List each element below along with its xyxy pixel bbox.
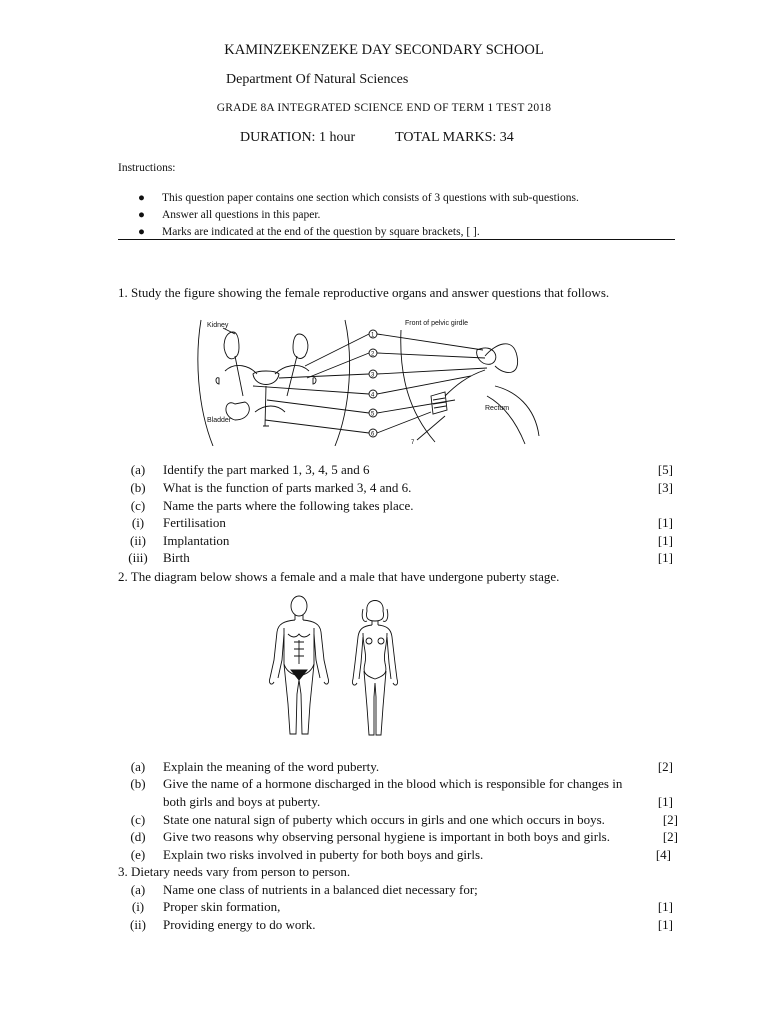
- q2-item: (a) Explain the meaning of the word puberty. [2]: [130, 759, 673, 774]
- ovaries: [216, 378, 316, 384]
- female-chest-right: [378, 638, 384, 644]
- female-head: [366, 601, 383, 622]
- bullet-icon: ●: [138, 192, 145, 204]
- marks: [1]: [657, 794, 673, 809]
- marks: [4]: [655, 847, 671, 862]
- test-title: GRADE 8A INTEGRATED SCIENCE END OF TERM 1 TEST 2018: [216, 102, 552, 114]
- male-abdomen: [294, 640, 304, 664]
- figure-label-bladder: Bladder: [207, 417, 232, 424]
- q3-item: (ii) Providing energy to do work. [1]: [130, 917, 673, 932]
- left-kidney: [224, 332, 239, 359]
- instruction-item: ● This question paper contains one section which consists of 3 questions with sub-questions.: [138, 190, 579, 207]
- male-figure: [266, 594, 332, 742]
- bullet-icon: ●: [138, 209, 145, 221]
- figure-label-6: 6: [371, 431, 375, 438]
- q1-item: (a) Identify the part marked 1, 3, 4, 5 and 6 [5]: [130, 462, 673, 477]
- figure-label-front-pelvic-girdle: Front of pelvic girdle: [405, 320, 469, 327]
- marks: [2]: [662, 812, 678, 827]
- question-2-stem: 2. The diagram below shows a female and a male that have undergone puberty stage.: [118, 569, 560, 584]
- male-chest: [288, 634, 310, 637]
- q2-item: (d) Give two reasons why observing personal hygiene is important in both boys and girls. [2]: [130, 829, 678, 844]
- marks: [2]: [657, 759, 673, 774]
- uterus: [253, 371, 279, 385]
- q2-item: (b) Give the name of a hormone discharged in the blood which is responsible for changes in: [130, 776, 623, 791]
- figure-label-kidney: Kidney: [207, 322, 229, 329]
- school-name: KAMINZEKENZEKE DAY SECONDARY SCHOOL: [224, 42, 544, 58]
- q3-item: (a) Name one class of nutrients in a balanced diet necessary for;: [130, 882, 478, 897]
- rectum-inner: [487, 396, 525, 444]
- instruction-item: ● Marks are indicated at the end of the question by square brackets, [ ].: [138, 224, 579, 241]
- instruction-item: ● Answer all questions in this paper.: [138, 207, 579, 224]
- female-chest-left: [366, 638, 372, 644]
- instructions-list: [138, 190, 579, 241]
- female-figure: [345, 597, 405, 742]
- q1-item: (ii) Implantation [1]: [130, 533, 673, 548]
- q3-item: (i) Proper skin formation, [1]: [131, 899, 673, 914]
- uterus-side: [485, 344, 518, 373]
- figure-label-3: 3: [371, 372, 375, 379]
- marks: [5]: [657, 462, 673, 477]
- female-legs: [364, 671, 386, 735]
- q1-item: (b) What is the function of parts marked 3, 4 and 6. [3]: [130, 480, 673, 495]
- marks: [1]: [657, 917, 673, 932]
- vaginal-canal: [445, 370, 485, 396]
- pelvis: [255, 406, 285, 412]
- total-marks: TOTAL MARKS: 34: [395, 130, 514, 145]
- divider: [118, 239, 675, 240]
- question-3-stem: 3. Dietary needs vary from person to person.: [118, 864, 351, 879]
- bullet-icon: ●: [138, 226, 145, 238]
- body-outline: [198, 320, 213, 446]
- duration: DURATION: 1 hour: [240, 130, 356, 145]
- figure-label-rectum: Rectum: [485, 405, 510, 412]
- q2-item: (c) State one natural sign of puberty which occurs in girls and one which occurs in boys. [2]: [130, 812, 678, 827]
- marks: [1]: [657, 550, 673, 565]
- figure-label-1: 1: [371, 332, 375, 339]
- marks: [3]: [657, 480, 673, 495]
- marks: [2]: [662, 829, 678, 844]
- male-head: [291, 596, 307, 616]
- figure-label-2: 2: [371, 351, 375, 358]
- marks: [1]: [657, 899, 673, 914]
- body-outline: [335, 320, 350, 446]
- figure-label-7: 7: [411, 440, 415, 446]
- question-1-stem: 1. Study the figure showing the female reproductive organs and answer questions that follows.: [118, 285, 610, 300]
- q2-item: (e) Explain two risks involved in puberty for both boys and girls. [4]: [130, 847, 671, 862]
- figure-label-5: 5: [371, 411, 375, 418]
- q1-item: (c) Name the parts where the following takes place.: [130, 498, 414, 513]
- figure-label-4: 4: [371, 392, 375, 399]
- female-reproductive-organs-figure: [195, 316, 540, 446]
- q1-item: (iii) Birth [1]: [128, 550, 673, 565]
- marks: [1]: [657, 533, 673, 548]
- q2-item: both girls and boys at puberty. [1]: [163, 794, 673, 809]
- marker-circles: [369, 330, 377, 437]
- duration-marks-line: [240, 130, 514, 146]
- right-kidney: [293, 334, 308, 358]
- q1-item: (i) Fertilisation [1]: [131, 515, 673, 530]
- ovary-side: [477, 348, 496, 364]
- marks: [1]: [657, 515, 673, 530]
- department-name: Department Of Natural Sciences: [226, 72, 409, 87]
- instructions-label: Instructions:: [118, 162, 176, 174]
- male-underwear: [291, 670, 307, 680]
